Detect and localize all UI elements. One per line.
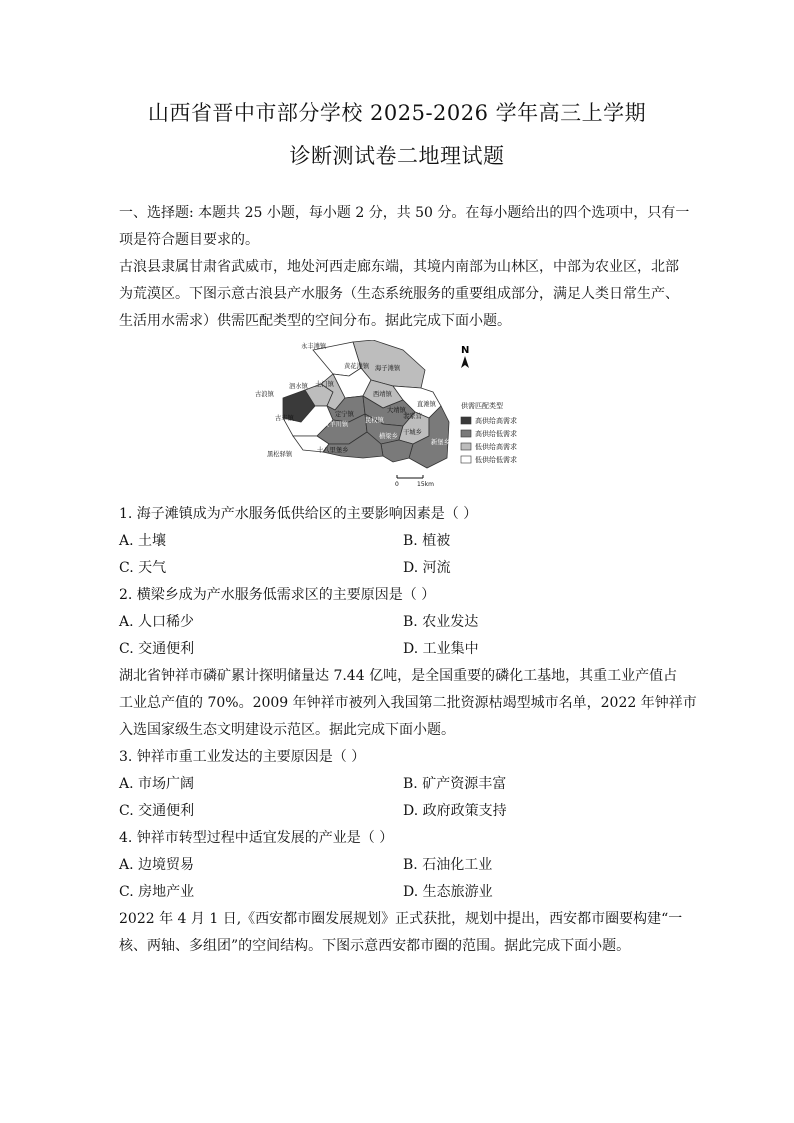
label-hengliang: 横梁乡: [379, 433, 398, 440]
label-huangyangchuan: 黄羊川镇: [323, 421, 349, 428]
question-2-option-d: D. 工业集中: [403, 641, 479, 657]
label-ganggou: 干城乡: [403, 429, 422, 436]
label-huanghua: 黄花滩镇: [344, 363, 370, 370]
exam-title-line2: 诊断测试卷二地理试题: [289, 144, 505, 168]
legend-title: 供需匹配类型: [461, 402, 503, 410]
label-heisongyi: 黑松驿镇: [267, 451, 293, 458]
legend-item-1: 高供给高需求: [475, 417, 517, 425]
map-scale-bar: [395, 475, 434, 488]
question-3-option-c: C. 交通便利: [119, 803, 195, 819]
legend-item-3: 低供给高需求: [475, 443, 517, 451]
label-yongfeng: 永丰滩镇: [301, 343, 327, 350]
gulang-map-figure: [253, 340, 543, 490]
passage3-line2: 核、两轴、多组团”的空间结构。下图示意西安都市圈的范围。据此完成下面小题。: [119, 938, 631, 954]
passage2-line1: 湖北省钟祥市磷矿累计探明储量达 7.44 亿吨，是全国重要的磷化工基地，其重工业产值占: [119, 668, 678, 684]
question-3-stem: 3. 钟祥市重工业发达的主要原因是（ ）: [119, 749, 366, 765]
passage2-line3: 入选国家级生态文明建设示范区。据此完成下面小题。: [119, 722, 455, 738]
question-1-option-c: C. 天气: [119, 560, 167, 576]
label-peijiaying: 裴家营: [403, 413, 422, 420]
question-2-option-a: A. 人口稀少: [119, 614, 195, 630]
legend-item-4: 低供给低需求: [475, 456, 517, 464]
section-instructions-line2: 项是符合题目要求的。: [119, 232, 259, 248]
legend-item-2: 高供给低需求: [475, 430, 517, 438]
label-gufeng: 古丰镇: [275, 415, 294, 422]
map-legend: [461, 401, 517, 464]
north-arrow-icon: [461, 345, 469, 368]
passage1-line1: 古浪县隶属甘肃省武威市，地处河西走廊东端，其境内南部为山林区，中部为农业区，北部: [119, 259, 679, 275]
question-4-option-d: D. 生态旅游业: [403, 884, 493, 900]
question-3-option-d: D. 政府政策支持: [403, 803, 507, 819]
question-4-option-a: A. 边境贸易: [119, 857, 195, 873]
svg-text:N: N: [461, 345, 470, 356]
legend-swatch-4: [461, 456, 471, 463]
question-1-option-b: B. 植被: [403, 533, 451, 549]
scale-zero: 0: [395, 481, 399, 488]
section-instructions-line1: 一、选择题: 本题共 25 小题，每小题 2 分，共 50 分。在每小题给出的四个选项中，只有一: [119, 205, 690, 221]
scale-end: 15km: [417, 481, 434, 488]
legend-swatch-3: [461, 443, 471, 450]
label-xinbao: 新堡乡: [431, 439, 450, 446]
label-zhitan: 直滩镇: [417, 401, 436, 408]
label-sishui: 泗水镇: [289, 383, 308, 390]
question-3-option-b: B. 矿产资源丰富: [403, 776, 507, 792]
question-4-stem: 4. 钟祥市转型过程中适宜发展的产业是（ ）: [119, 830, 394, 846]
label-gulang: 古浪镇: [255, 391, 274, 398]
question-4-option-c: C. 房地产业: [119, 884, 195, 900]
question-4-option-b: B. 石油化工业: [403, 857, 493, 873]
label-haizitan: 海子滩镇: [375, 365, 401, 372]
label-tumen: 土门镇: [315, 381, 334, 388]
question-2-option-c: C. 交通便利: [119, 641, 195, 657]
question-1-option-d: D. 河流: [403, 560, 451, 576]
question-2-stem: 2. 横梁乡成为产水服务低需求区的主要原因是（ ）: [119, 587, 436, 603]
legend-swatch-2: [461, 430, 471, 437]
legend-swatch-1: [461, 417, 471, 424]
passage1-line3: 生活用水需求）供需匹配类型的空间分布。据此完成下面小题。: [119, 313, 511, 329]
label-dajing: 大靖镇: [387, 407, 406, 414]
question-2-option-b: B. 农业发达: [403, 614, 479, 630]
question-3-option-a: A. 市场广阔: [119, 776, 195, 792]
question-1-stem: 1. 海子滩镇成为产水服务低供给区的主要影响因素是（ ）: [119, 506, 478, 522]
question-1-option-a: A. 土壤: [119, 533, 167, 549]
label-minquan: 民权镇: [365, 417, 384, 424]
label-shibali: 十八里堡乡: [317, 447, 349, 454]
region-hengliang: [381, 440, 413, 462]
label-xijing: 西靖镇: [373, 391, 392, 398]
exam-title-line1: 山西省晋中市部分学校 2025-2026 学年高三上学期: [147, 101, 647, 125]
passage3-line1: 2022 年 4 月 1 日,《西安都市圈发展规划》正式获批，规划中提出，西安都市圈要构建“一: [119, 911, 683, 927]
passage2-line2: 工业总产值的 70%。2009 年钟祥市被列入我国第二批资源枯竭型城市名单，2022 年钟祥市: [119, 695, 697, 711]
passage1-line2: 为荒漠区。下图示意古浪县产水服务（生态系统服务的重要组成部分，满足人类日常生产、: [119, 286, 679, 302]
label-dingning: 定宁镇: [335, 411, 354, 418]
